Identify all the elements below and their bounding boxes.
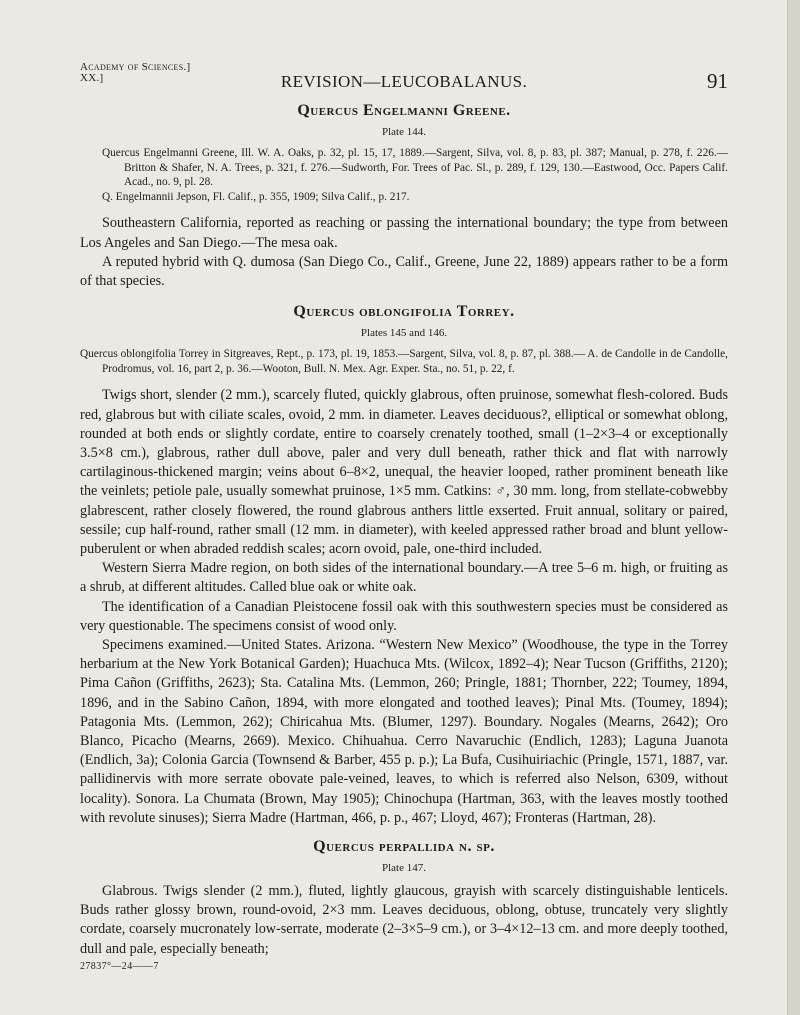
running-title: REVISION—LEUCOBALANUS. <box>280 72 528 91</box>
plate-reference: Plate 147. <box>382 862 426 875</box>
specimens-examined: Specimens examined.—United States. Arizona. “Western New Mexico” (Woodhouse, the type in the Torrey herbarium at the New York Botanical Garden); Huachuca Mts. (Wilcox, 1892–4); Near Tucson (Griffiths, 2120); Pima Cañon (Griffiths, 2623); Sta. Catalina Mts. (Lemmon, 260; Pringle, 1881; Thornber, 222; Toumey, 1894, 1896, and in the Sabino Cañon, 1894, with more elongated and toothed leaves); Pinal Mts. (Toumey, 1894); Patagonia Mts. (Lemmon, 262); Chiricahua Mts. (Blumer, 1297). Boundary. Nogales (Mearns, 2642); Oro Blanco, Picacho (Mearns, 2669). Mexico. Chihuahua. Cerro Navaruchic (Endlich, 1283); Laguna Juanota (Endlich, 3a); Colonia Garcia (Townsend & Barber, 455 p. p.); La Bufa, Cusihuiriachic (Pringle, 1571, 1887, var. pallidinervis with more serrate obovate pale-veined, leaves, to which is referred also Nelson, 6309, without locality). Sonora. La Chumata (Brown, May 1905); Chinochupa (Hartman, 363, with the leaves mostly toothed with revolute sinuses); Sierra Madre (Hartman, 466, p. p., 467; Lloyd, 467); Fronteras (Hartman, 28). <box>80 637 728 826</box>
synonymy-citations <box>80 146 728 204</box>
running-header <box>80 62 728 102</box>
plate-reference: Plate 144. <box>382 126 426 138</box>
synonymy-citations: Quercus oblongifolia Torrey in Sitgreaves, Rept., p. 173, pl. 19, 1853.—Sargent, Silva, vol. 8, p. 87, pl. 388.— A. de Candolle in de Candolle, Prodromus, vol. 16, part 2, p. 36.—Wooton, Bull. N. Mex. Agr. Exper. Sta., no. 51, p. 22, f. <box>80 348 728 375</box>
paragraph: Southeastern California, reported as reaching or passing the international boundary; the type from between Los Angeles and San Diego.—The mesa oak. <box>80 215 728 251</box>
paragraph: Twigs short, slender (2 mm.), scarcely fluted, quickly glabrous, often pruinose, somewhat flesh-colored. Buds red, glabrous but with ciliate scales, ovoid, 2 mm. in diameter. Leaves deciduous?, elliptical or somewhat oblong, rounded at both ends or slightly cordate, entire to coarsely crenately toothed, small (1–2×3–4 or exceptionally 3.5×8 cm.), glabrous, rather dull above, paler and very dull beneath, rather thick and flat with narrowly cartilaginous-thickened margin; veins about 6–8×2, unequal, the heavier looped, rather prominent beneath like the veinlets; petiole pale, usually somewhat pruinose, 1×5 mm. Catkins: ♂, 30 mm. long, from stellate-cobwebby glabrescent, rather closely flowered, the round glabrous anthers little exserted. Fruit annual, solitary or paired, sessile; cup half-round, rather small (12 mm. in diameter), with keeled appressed rather broad and blunt yellow-puberulent or when abraded reddish scales; acorn ovoid, pale, one-third included. <box>80 387 728 557</box>
paragraph: Western Sierra Madre region, on both sides of the international boundary.—A tree 5–6 m. high, or fruiting as a shrub, at different altitudes. Called blue oak or white oak. <box>80 560 728 596</box>
citation: Q. Engelmannii Jepson, Fl. Calif., p. 355, 1909; Silva Calif., p. 217. <box>102 190 410 203</box>
species-heading: Quercus perpallida n. sp. <box>313 838 495 856</box>
plate-reference: Plates 145 and 146. <box>360 327 448 340</box>
citation: Quercus Engelmanni Greene, Ill. W. A. Oaks, p. 32, pl. 15, 17, 1889.—Sargent, Silva, vol. 8, p. 83, pl. 387; Manual, p. 278, f. 226.—Britton & Shafer, N. A. Trees, p. 321, f. 276.—Sudworth, For. Trees of Pac. Sl., p. 289, f. 129, 130.—Eastwood, Occ. Papers Calif. Acad., no. 9, pl. 28. <box>102 147 728 189</box>
species-heading: Quercus Engelmanni Greene. <box>297 102 511 119</box>
page-number: 91 <box>707 69 728 93</box>
page-edge <box>787 0 800 1015</box>
journal-line-2: XX.] <box>80 72 104 84</box>
printer-signature: 27837°—24——7 <box>80 960 159 972</box>
article-body <box>80 102 728 972</box>
journal-line-1: Academy of Sciences.] <box>80 61 191 73</box>
paragraph: Glabrous. Twigs slender (2 mm.), fluted, lightly glaucous, grayish with scarcely distinguishable lenticels. Buds rather glossy brown, round-ovoid, 2×3 mm. Leaves deciduous, oblong, obtuse, truncately very slightly cordate, coarsely mucronately low-serrate, moderate (2–3×5–9 cm.), or 3–4×12–13 cm. and more deeply toothed, dull and pale, especially beneath; <box>80 883 728 957</box>
section-quercus-engelmanni <box>80 102 728 291</box>
paragraph: The identification of a Canadian Pleistocene fossil oak with this southwestern species must be considered as very questionable. The specimens consist of wood only. <box>80 598 728 634</box>
section-quercus-perpallida <box>80 838 728 959</box>
section-quercus-oblongifolia <box>80 303 728 828</box>
paragraph: A reputed hybrid with Q. dumosa (San Diego Co., Calif., Greene, June 22, 1889) appears rather to be a form of that species. <box>80 253 728 289</box>
species-heading: Quercus oblongifolia Torrey. <box>293 303 515 321</box>
